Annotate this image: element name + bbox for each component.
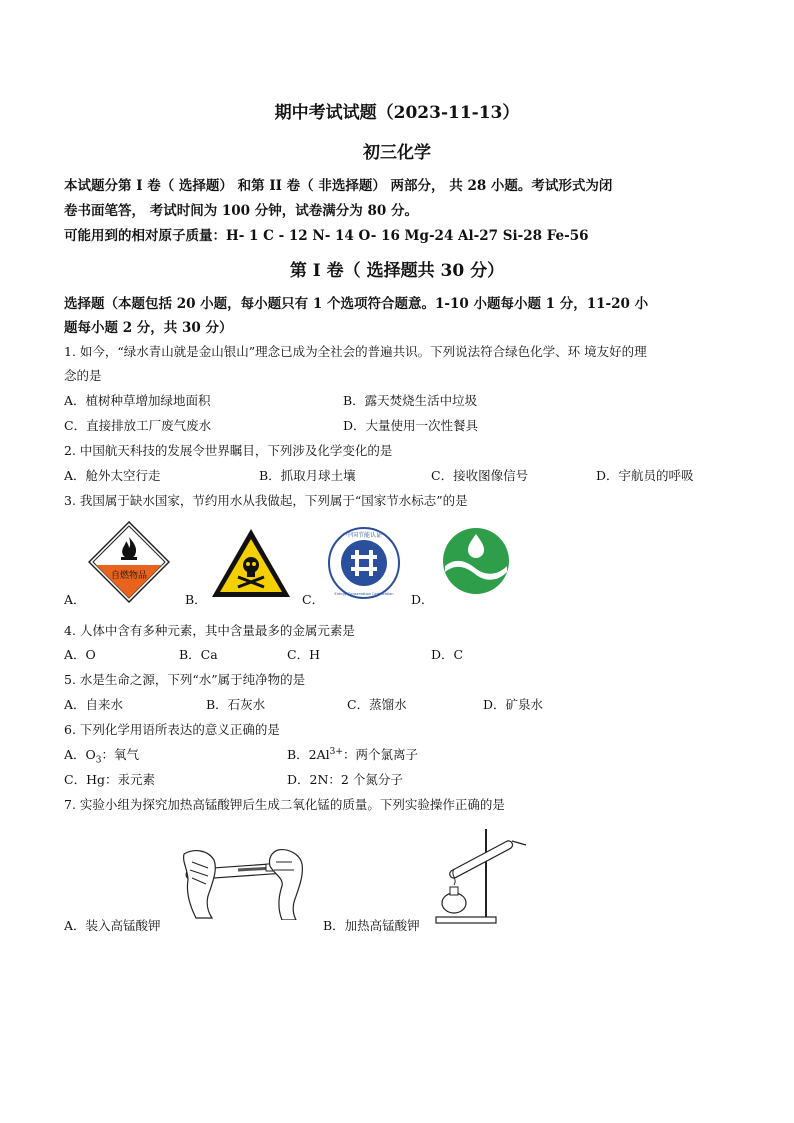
- q7-option-b: B．加热高锰酸钾: [323, 918, 420, 933]
- q1-option-d: D．大量使用一次性餐具: [343, 418, 479, 433]
- water-saving-icon: [441, 526, 511, 596]
- q3-option-a: A．: [64, 592, 86, 607]
- q1-option-b: B．露天焚烧生活中垃圾: [343, 393, 478, 408]
- q6-option-d: D．2N：2 个氮分子: [287, 772, 403, 787]
- q6-option-c: C．Hg：汞元素: [64, 772, 155, 787]
- q3-option-d: D．: [411, 592, 434, 607]
- sign-a-label: 自燃物品: [110, 571, 148, 581]
- atomic-masses: 可能用到的相对原子质量：H- 1 C - 12 N- 14 O- 16 Mg-24 Al-27 Si-28 Fe-56: [64, 228, 589, 244]
- q4-stem: 4. 人体中含有多种元素，其中含量最多的金属元素是: [64, 623, 355, 638]
- sign-c-top-text: 中国节能认证: [345, 532, 383, 539]
- q5-option-b: B．石灰水: [206, 697, 266, 712]
- q3-option-b: B．: [185, 592, 207, 607]
- q5-option-d: D．矿泉水: [483, 697, 544, 712]
- q6-stem: 6. 下列化学用语所表达的意义正确的是: [64, 722, 280, 737]
- q2-option-d: D．宇航员的呼吸: [596, 468, 694, 483]
- q4-option-b: B．Ca: [179, 647, 218, 662]
- q5-stem: 5. 水是生命之源，下列“水”属于纯净物的是: [64, 672, 306, 687]
- q7-stem: 7. 实验小组为探究加热高锰酸钾后生成二氧化锰的质量。下列实验操作正确的是: [64, 797, 505, 812]
- section-heading: 第 I 卷（ 选择题共 30 分）: [289, 261, 505, 281]
- q4-option-c: C．H: [287, 647, 320, 662]
- q1-stem-2: 念的是: [64, 368, 102, 383]
- q5-option-a: A．自来水: [64, 697, 124, 712]
- q3-stem: 3. 我国属于缺水国家，节约用水从我做起，下列属于“国家节水标志”的是: [64, 493, 468, 508]
- q1-stem-1: 1. 如今，“绿水青山就是金山银山”理念已成为全社会的普遍共识。下列说法符合绿色化学、环 境友好的理: [64, 344, 647, 359]
- heating-apparatus-illustration: [432, 825, 532, 925]
- intro-line-1: 本试题分第 I 卷（ 选择题） 和第 II 卷（ 非选择题） 两部分， 共 28 小题。考试形式为闭: [64, 178, 613, 194]
- flammable-sign-icon: [88, 521, 170, 603]
- exam-title: 期中考试试题（2023-11-13）: [274, 103, 520, 123]
- energy-certification-icon: [327, 526, 401, 600]
- q1-option-a: A．植树种草增加绿地面积: [64, 393, 211, 408]
- q2-option-c: C．接收图像信号: [431, 468, 529, 483]
- q1-option-c: C．直接排放工厂废气废水: [64, 418, 212, 433]
- test-tube-hands-illustration: [178, 840, 308, 920]
- q7-option-a: A．装入高锰酸钾: [64, 918, 161, 933]
- q6-option-a: A．$O_3$：氧气: [64, 747, 140, 766]
- q4-option-a: A．O: [64, 647, 96, 662]
- q2-option-a: A．舱外太空行走: [64, 468, 161, 483]
- q6-option-b: B．$2Al^{3+}$：两个氯离子: [287, 746, 418, 762]
- section-instructions-1: 选择题（本题包括 20 小题，每小题只有 1 个选项符合题意。1-10 小题每小题 1 分，11-20 小: [64, 296, 649, 312]
- intro-line-2: 卷书面笔答， 考试时间为 100 分钟，试卷满分为 80 分。: [64, 203, 418, 219]
- q4-option-d: D．C: [431, 647, 464, 662]
- q2-stem: 2. 中国航天科技的发展令世界瞩目，下列涉及化学变化的是: [64, 443, 393, 458]
- subject-title: 初三化学: [363, 143, 431, 163]
- sign-c-bottom-text: Energy Conservation Certification: [334, 592, 394, 596]
- q2-option-b: B．抓取月球土壤: [259, 468, 356, 483]
- toxic-sign-icon: [210, 527, 292, 599]
- q3-option-c: C．: [302, 592, 325, 607]
- section-instructions-2: 题每小题 2 分，共 30 分）: [64, 320, 233, 336]
- q5-option-c: C．蒸馏水: [347, 697, 407, 712]
